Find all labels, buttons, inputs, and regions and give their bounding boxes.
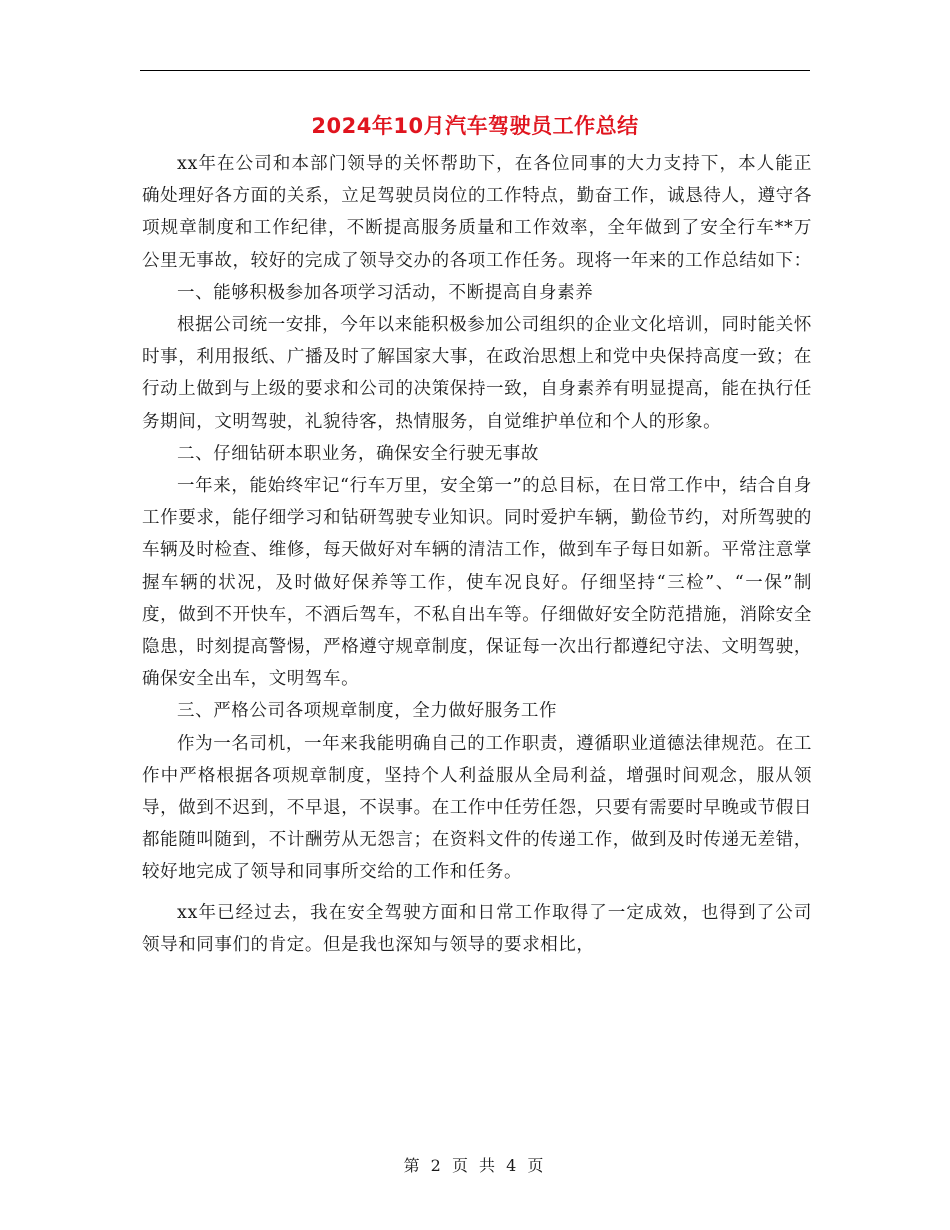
paragraph-section-1: 根据公司统一安排，今年以来能积极参加公司组织的企业文化培训，同时能关怀时事，利用报纸、广播及时了解国家大事，在政治思想上和党中央保持高度一致；在行动上做到与上级的要求和公司的决策保持一致，自身素养有明显提高，能在执行任务期间，文明驾驶，礼貌待客，热情服务，自觉维护单位和个人的形象。 [142, 315, 812, 432]
page-number-footer: 第 2 页 共 4 页 [403, 1156, 547, 1175]
section-heading-2: 二、仔细钻研本职业务，确保安全行驶无事故 [177, 443, 539, 464]
document-body [142, 148, 812, 961]
paragraph-section-2: 一年来，能始终牢记“行车万里，安全第一”的总目标，在日常工作中，结合自身工作要求，能仔细学习和钻研驾驶专业知识。同时爱护车辆，勤俭节约，对所驾驶的车辆及时检查、维修，每天做好对车辆的清洁工作，做到车子每日如新。平常注意掌握车辆的状况，及时做好保养等工作，使车况良好。仔细坚持“三检”、“一保”制度，做到不开快车，不酒后驾车，不私自出车等。仔细做好安全防范措施，消除安全隐患，时刻提高警惕，严格遵守规章制度，保证每一次出行都遵纪守法、文明驾驶，确保安全出车，文明驾车。 [142, 476, 812, 690]
section-heading-3: 三、严格公司各项规章制度，全力做好服务工作 [177, 701, 558, 722]
document-title: 2024年10月汽车驾驶员工作总结 [311, 114, 639, 138]
paragraph-intro: xx年在公司和本部门领导的关怀帮助下，在各位同事的大力支持下，本人能正确处理好各方面的关系，立足驾驶员岗位的工作特点，勤奋工作，诚恳待人，遵守各项规章制度和工作纪律，不断提高服务质量和工作效率，全年做到了安全行车**万公里无事故，较好的完成了领导交办的各项工作任务。现将一年来的工作总结如下： [142, 154, 812, 271]
section-heading-1: 一、能够积极参加各项学习活动，不断提高自身素养 [177, 282, 594, 303]
paragraph-section-3: 作为一名司机，一年来我能明确自己的工作职责，遵循职业道德法律规范。在工作中严格根据各项规章制度，坚持个人利益服从全局利益，增强时间观念，服从领导，做到不迟到，不早退，不误事。在工作中任劳任怨，只要有需要时早晚或节假日都能随叫随到，不计酬劳从无怨言；在资料文件的传递工作，做到及时传递无差错，较好地完成了领导和同事所交给的工作和任务。 [142, 733, 812, 883]
paragraph-closing: xx年已经过去，我在安全驾驶方面和日常工作取得了一定成效，也得到了公司领导和同事们的肯定。但是我也深知与领导的要求相比， [142, 902, 812, 955]
header-rule [140, 70, 810, 71]
